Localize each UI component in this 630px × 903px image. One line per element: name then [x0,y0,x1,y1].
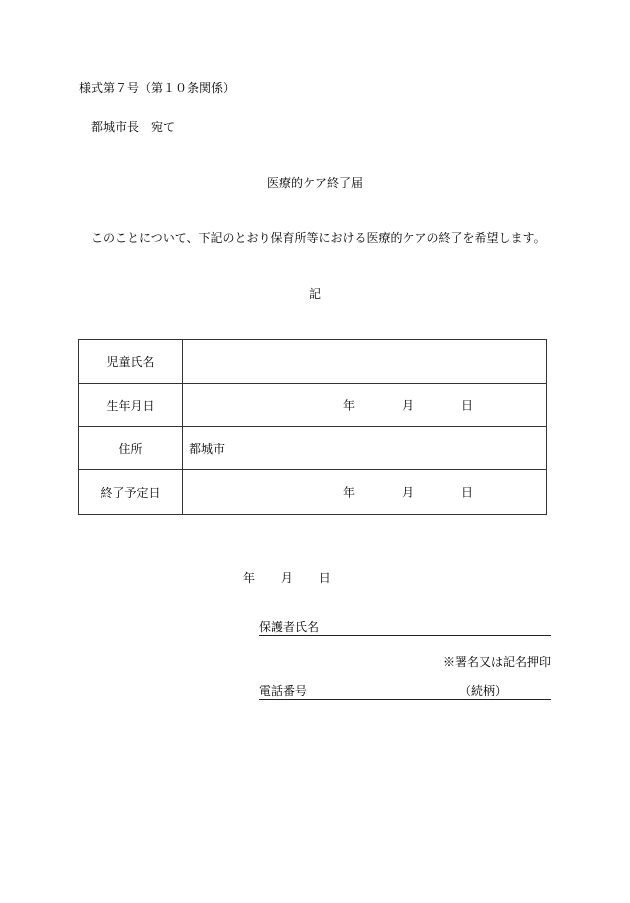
table-row [79,384,547,427]
request-statement: このことについて、下記のとおり保育所等における医療的ケアの終了を希望します。 [91,231,546,245]
relationship-label: （続柄） [459,684,508,698]
submission-date[interactable] [243,572,331,584]
submission-month-unit: 月 [280,571,293,585]
info-table [78,339,547,515]
ki-heading: 記 [308,287,321,301]
end-date-label: 終了予定日 [79,470,183,515]
end-date-field[interactable] [183,470,547,515]
submission-year-unit: 年 [243,571,256,585]
birthdate-day-unit: 日 [461,398,474,413]
table-row [79,427,547,470]
birthdate-year-unit: 年 [343,398,356,413]
child-name-label: 児童氏名 [79,340,183,384]
end-date-year-unit: 年 [343,485,356,500]
address-label: 住所 [79,427,183,470]
table-row [79,470,547,515]
address-field[interactable]: 都城市 [183,427,547,470]
end-date-day-unit: 日 [461,485,474,500]
document-title: 医療的ケア終了届 [266,176,363,190]
birthdate-field[interactable] [183,384,547,427]
guardian-name-field[interactable] [259,621,551,636]
signature-note: ※署名又は記名押印 [442,655,551,669]
submission-day-unit: 日 [318,571,331,585]
guardian-name-label: 保護者氏名 [259,620,320,634]
addressee: 都城市長 宛て [91,120,176,134]
birthdate-month-unit: 月 [402,398,415,413]
table-row [79,340,547,384]
form-number: 様式第７号（第１０条関係） [79,81,236,95]
child-name-field[interactable] [183,340,547,384]
phone-number-field[interactable] [259,685,551,700]
birthdate-label: 生年月日 [79,384,183,427]
end-date-month-unit: 月 [402,485,415,500]
phone-number-label: 電話番号 [259,684,308,698]
